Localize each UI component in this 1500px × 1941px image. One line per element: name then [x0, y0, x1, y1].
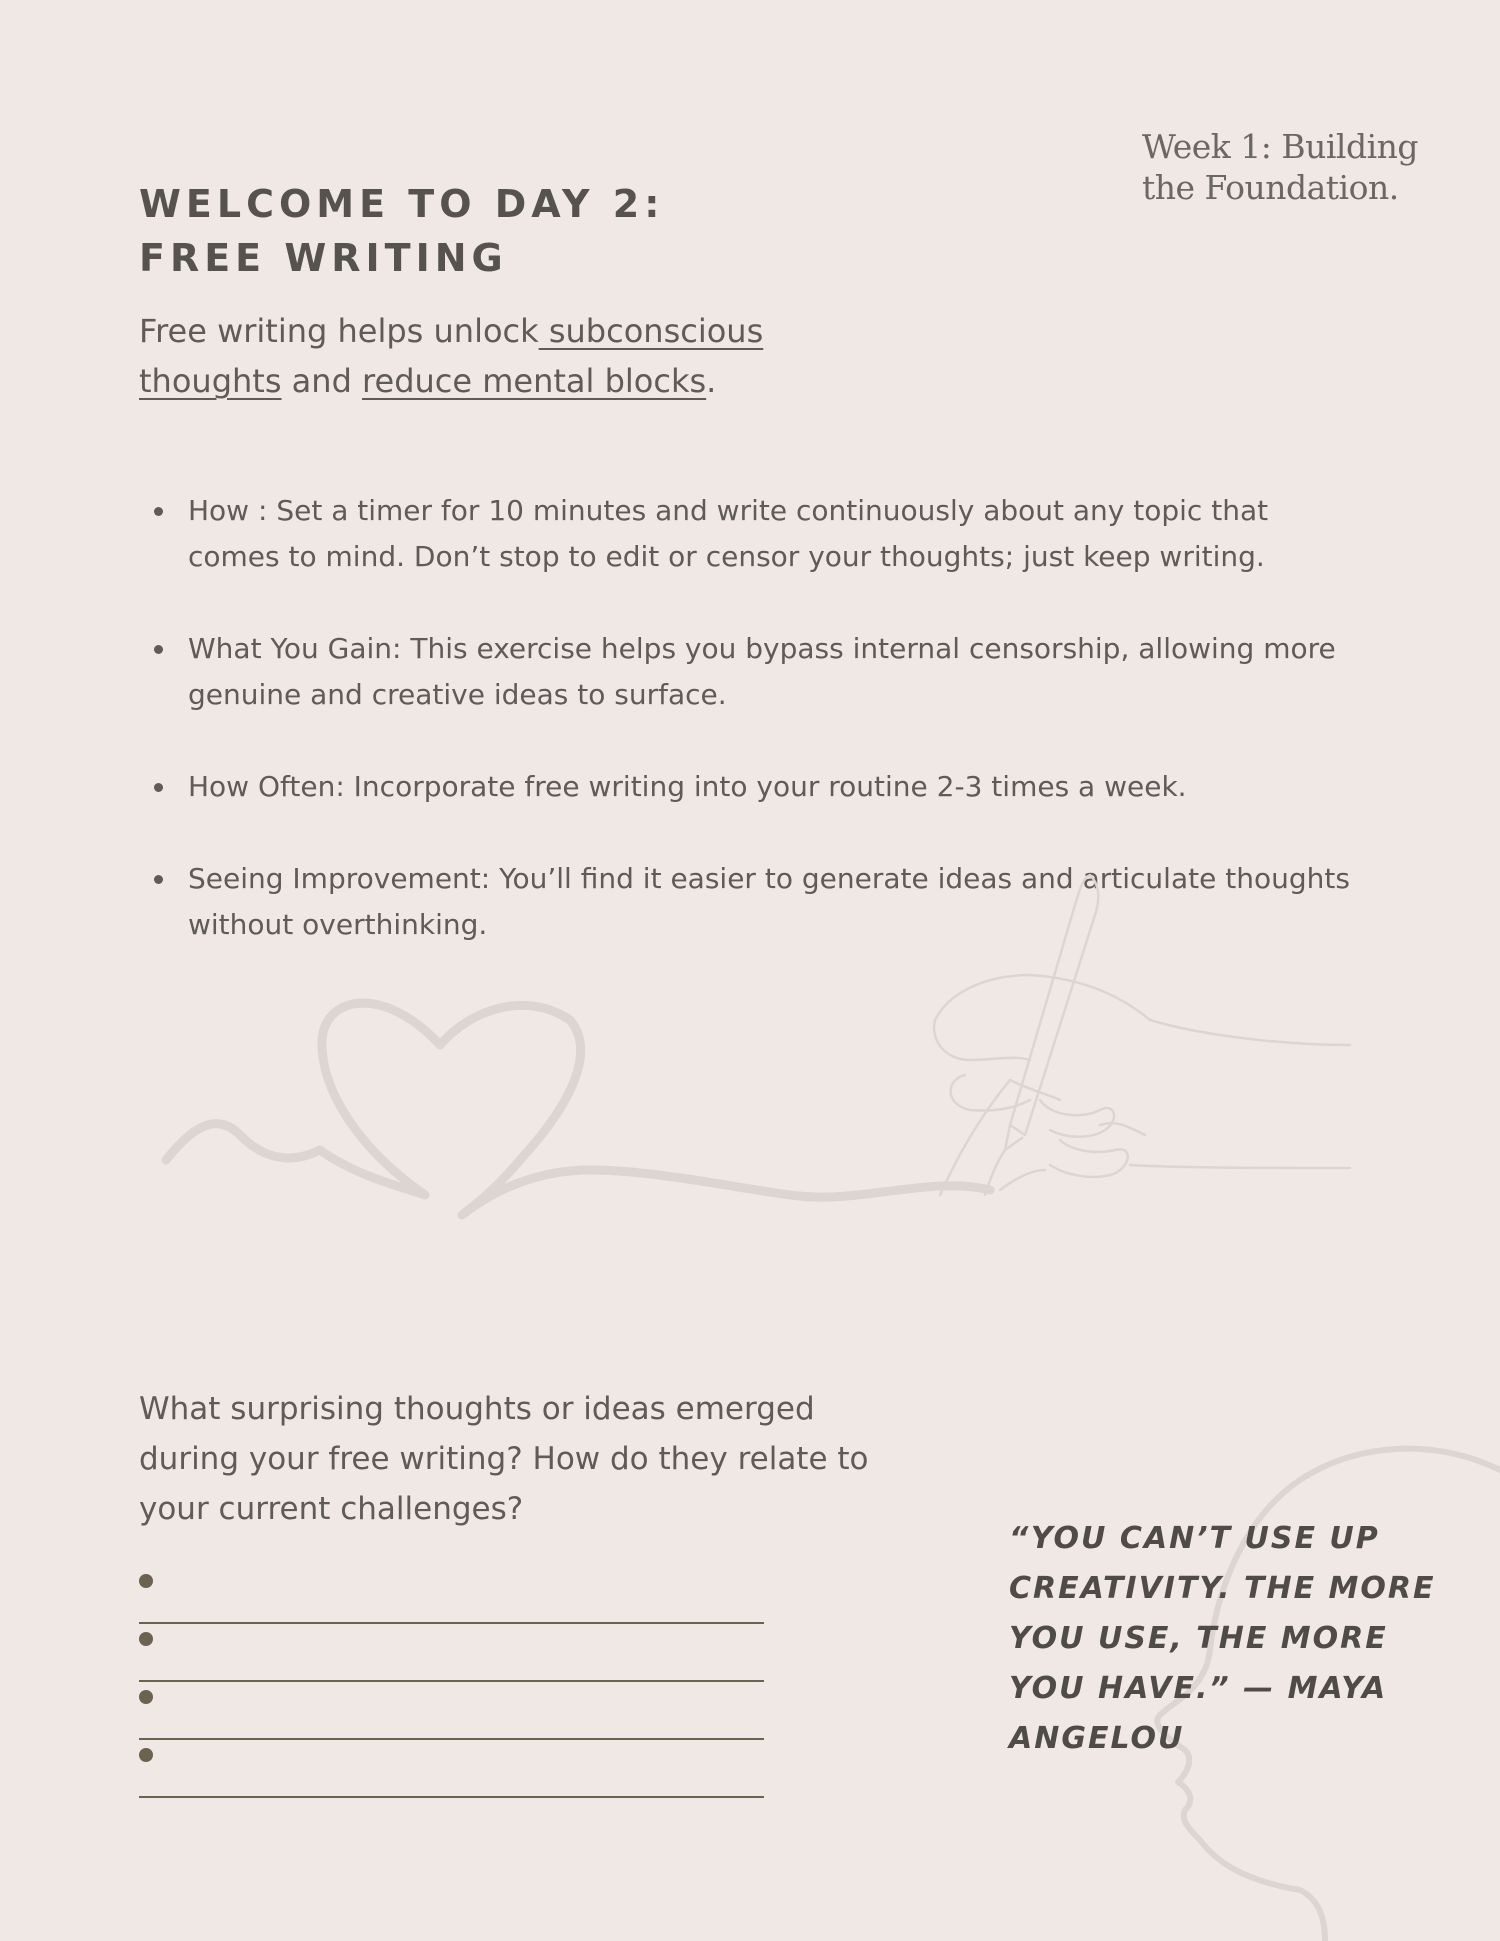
answer-line-1[interactable]: [139, 1566, 764, 1624]
answer-line-2[interactable]: [139, 1624, 764, 1682]
intro-link-reduce-mental-blocks: reduce mental blocks: [362, 362, 707, 400]
reflection-question: What surprising thoughts or ideas emerged during your free writing? How do they relate to your current challenges?: [139, 1391, 869, 1527]
tip-how-often: How Often: Incorporate free writing into your routine 2-3 times a week.: [139, 764, 1359, 810]
bullet-dot-icon: [139, 1574, 153, 1588]
page-title-line-1: WELCOME TO DAY 2:: [139, 182, 665, 226]
answer-lines: [139, 1566, 764, 1798]
week-label: Week 1: Building the Foundation.: [1142, 127, 1419, 207]
bullet-dot-icon: [139, 1748, 153, 1762]
intro-link-subconscious-thoughts: subconscious thoughts: [139, 312, 764, 400]
quote: “YOU CAN’T USE UP CREATIVITY. THE MORE YOU USE, THE MORE YOU HAVE.” — MAYA ANGELOU: [1009, 1521, 1436, 1756]
intro-end: .: [706, 362, 717, 400]
bullet-dot-icon: [139, 1690, 153, 1704]
heart-line-icon: [166, 1003, 990, 1215]
tip-seeing-improvement: Seeing Improvement: You’ll find it easier to generate ideas and articulate thoughts without overthinking.: [139, 856, 1359, 948]
tip-how: How : Set a timer for 10 minutes and write continuously about any topic that comes to mind. Don’t stop to edit or censor your thoughts; just keep writing.: [139, 488, 1359, 580]
bullet-dot-icon: [139, 1632, 153, 1646]
intro-mid: and: [281, 362, 363, 400]
answer-line-4[interactable]: [139, 1740, 764, 1798]
tip-what-you-gain: What You Gain: This exercise helps you bypass internal censorship, allowing more genuine and creative ideas to surface.: [139, 626, 1359, 718]
page-title-line-2: FREE WRITING: [139, 236, 508, 280]
answer-line-3[interactable]: [139, 1682, 764, 1740]
hand-with-pen-icon: [934, 875, 1350, 1195]
intro-lead: Free writing helps unlock: [139, 312, 539, 350]
